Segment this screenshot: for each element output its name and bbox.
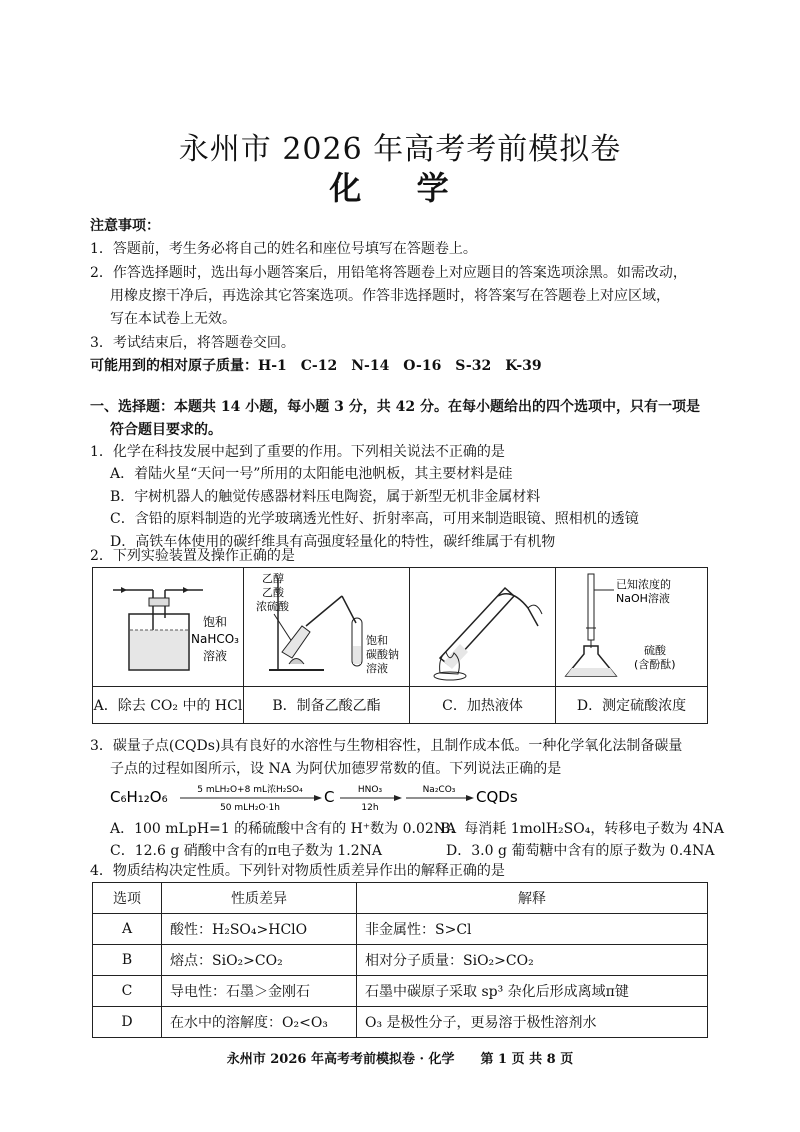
panel-b-caption: B．制备乙酸乙酯 <box>244 687 410 724</box>
scheme-end: CQDs <box>476 788 518 806</box>
panel-d-label-4: (含酚酞) <box>634 658 676 671</box>
panel-c-caption: C．加热液体 <box>410 687 556 724</box>
q4-row-d-option: D <box>93 1007 162 1038</box>
panel-d-label-2: NaOH溶液 <box>616 592 670 605</box>
q4-header-row <box>93 883 708 914</box>
q4-row-b-explanation: 相对分子质量：SiO₂>CO₂ <box>357 945 708 976</box>
scheme-step2-top: HNO₃ <box>357 785 383 795</box>
scheme-step1-top: 5 mLH₂O+8 mL浓H₂SO₄ <box>197 785 303 795</box>
q4-row-a-property: 酸性：H₂SO₄>HClO <box>162 914 357 945</box>
esterification-apparatus-diagram <box>244 568 409 682</box>
q4-row-b-property: 熔点：SiO₂>CO₂ <box>162 945 357 976</box>
q4-header-property: 性质差异 <box>162 883 357 914</box>
table-row <box>93 914 708 945</box>
q3-option-c: C．12.6 g 硝酸中含有的π电子数为 1.2NA <box>110 843 383 859</box>
titration-diagram <box>556 568 706 682</box>
q1-option-c: C．含铅的原料制造的光学玻璃透光性好、折射率高，可用来制造眼镜、照相机的透镜 <box>110 511 639 527</box>
scheme-mid: C <box>324 788 335 806</box>
q4-table <box>92 882 708 1038</box>
panel-d-label-1: 已知浓度的 <box>616 578 671 591</box>
q1-stem: 1．化学在科技发展中起到了重要的作用。下列相关说法不正确的是 <box>90 444 505 460</box>
panel-a-figure <box>93 568 244 687</box>
exam-title: 永州市 2026 年高考考前模拟卷 <box>178 132 622 167</box>
q4-row-c-property: 导电性：石墨＞金刚石 <box>162 976 357 1007</box>
scheme-step3-top: Na₂CO₃ <box>422 785 456 795</box>
table-row <box>93 945 708 976</box>
panel-a-label-1: 饱和 <box>203 615 228 629</box>
table-row <box>93 976 708 1007</box>
table-row <box>93 1007 708 1038</box>
q3-option-a: A．100 mLpH=1 的稀硫酸中含有的 H⁺数为 0.02NA <box>110 821 457 837</box>
q4-row-a-explanation: 非金属性：S>Cl <box>357 914 708 945</box>
scheme-start: C₆H₁₂O₆ <box>110 788 168 806</box>
q4-header-option: 选项 <box>93 883 162 914</box>
panel-d-label-3: 硫酸 <box>644 644 666 657</box>
panel-b-label-6: 溶液 <box>366 662 388 675</box>
panel-a-caption: A．除去 CO₂ 中的 HCl <box>93 687 244 724</box>
notice-item-2-cont: 用橡皮擦干净后，再选涂其它答案选项。作答非选择题时，将答案写在答题卷上对应区域， <box>110 288 670 304</box>
q3-stem: 3．碳量子点(CQDs)具有良好的水溶性与生物相容性，且制作成本低。一种化学氧化法制备碳量 <box>90 738 683 754</box>
section-heading-cont: 符合题目要求的。 <box>110 422 222 438</box>
atomic-masses: 可能用到的相对原子质量：H-1 C-12 N-14 O-16 S-32 K-39 <box>90 358 542 374</box>
section-heading: 一、选择题：本题共 14 小题，每小题 3 分，共 42 分。在每小题给出的四个选项中，只有一项是 <box>90 399 700 415</box>
notice-item-3: 3．考试结束后，将答题卷交回。 <box>90 335 295 351</box>
q1-option-a: A．着陆火星“天问一号”所用的太阳能电池帆板，其主要材料是硅 <box>110 466 513 482</box>
q3-option-b: B．每消耗 1molH₂SO₄，转移电子数为 4NA <box>440 821 725 837</box>
q4-row-c-explanation: 石墨中碳原子采取 sp³ 杂化后形成离域π键 <box>357 976 708 1007</box>
panel-a-label-2: NaHCO₃ <box>191 632 239 646</box>
q3-option-d: D．3.0 g 葡萄糖中含有的原子数为 0.4NA <box>446 843 715 859</box>
notice-item-1: 1．答题前，考生务必将自己的姓名和座位号填写在答题卷上。 <box>90 241 477 257</box>
q2-stem: 2．下列实验装置及操作正确的是 <box>90 548 295 564</box>
q1-option-d: D．高铁车体使用的碳纤维具有高强度轻量化的特性，碳纤维属于有机物 <box>110 534 556 550</box>
panel-b-figure <box>244 568 410 687</box>
panel-b-label-4: 饱和 <box>366 634 388 647</box>
q4-row-d-explanation: O₃ 是极性分子，更易溶于极性溶剂水 <box>357 1007 708 1038</box>
notice-item-2: 2．作答选择题时，选出每小题答案后，用铅笔将答题卷上对应题目的答案选项涂黑。如需改动， <box>90 265 687 281</box>
panel-b-label-1: 乙醇 <box>262 572 284 585</box>
q3-reaction-scheme <box>110 778 530 818</box>
panel-b-label-5: 碳酸钠 <box>366 648 399 661</box>
subject-title: 化 学 <box>329 169 471 207</box>
gas-washing-bottle-diagram <box>93 568 243 682</box>
panel-a-label-3: 溶液 <box>203 649 228 663</box>
test-tube-heating-diagram <box>410 568 555 682</box>
scheme-step2-bottom: 12h <box>361 803 379 813</box>
q3-stem-cont: 子点的过程如图所示，设 NA 为阿伏加德罗常数的值。下列说法正确的是 <box>110 761 562 777</box>
q2-apparatus-table <box>92 567 708 724</box>
scheme-step1-bottom: 50 mLH₂O·1h <box>220 803 280 813</box>
q4-row-d-property: 在水中的溶解度：O₂<O₃ <box>162 1007 357 1038</box>
panel-d-figure <box>556 568 708 687</box>
q1-option-b: B．宇树机器人的触觉传感器材料压电陶瓷，属于新型无机非金属材料 <box>110 489 541 505</box>
q4-stem: 4．物质结构决定性质。下列针对物质性质差异作出的解释正确的是 <box>90 863 505 879</box>
notice-heading: 注意事项： <box>90 218 160 234</box>
panel-b-label-2: 乙酸 <box>262 586 284 599</box>
panel-c-figure <box>410 568 556 687</box>
panel-b-label-3: 浓硫酸 <box>256 600 289 613</box>
notice-item-2-cont2: 写在本试卷上无效。 <box>110 311 236 327</box>
q4-row-b-option: B <box>93 945 162 976</box>
q4-header-explanation: 解释 <box>357 883 708 914</box>
panel-d-caption: D．测定硫酸浓度 <box>556 687 708 724</box>
q4-row-c-option: C <box>93 976 162 1007</box>
q4-row-a-option: A <box>93 914 162 945</box>
page-footer: 永州市 2026 年高考考前模拟卷 · 化学 第 1 页 共 8 页 <box>226 1052 574 1067</box>
